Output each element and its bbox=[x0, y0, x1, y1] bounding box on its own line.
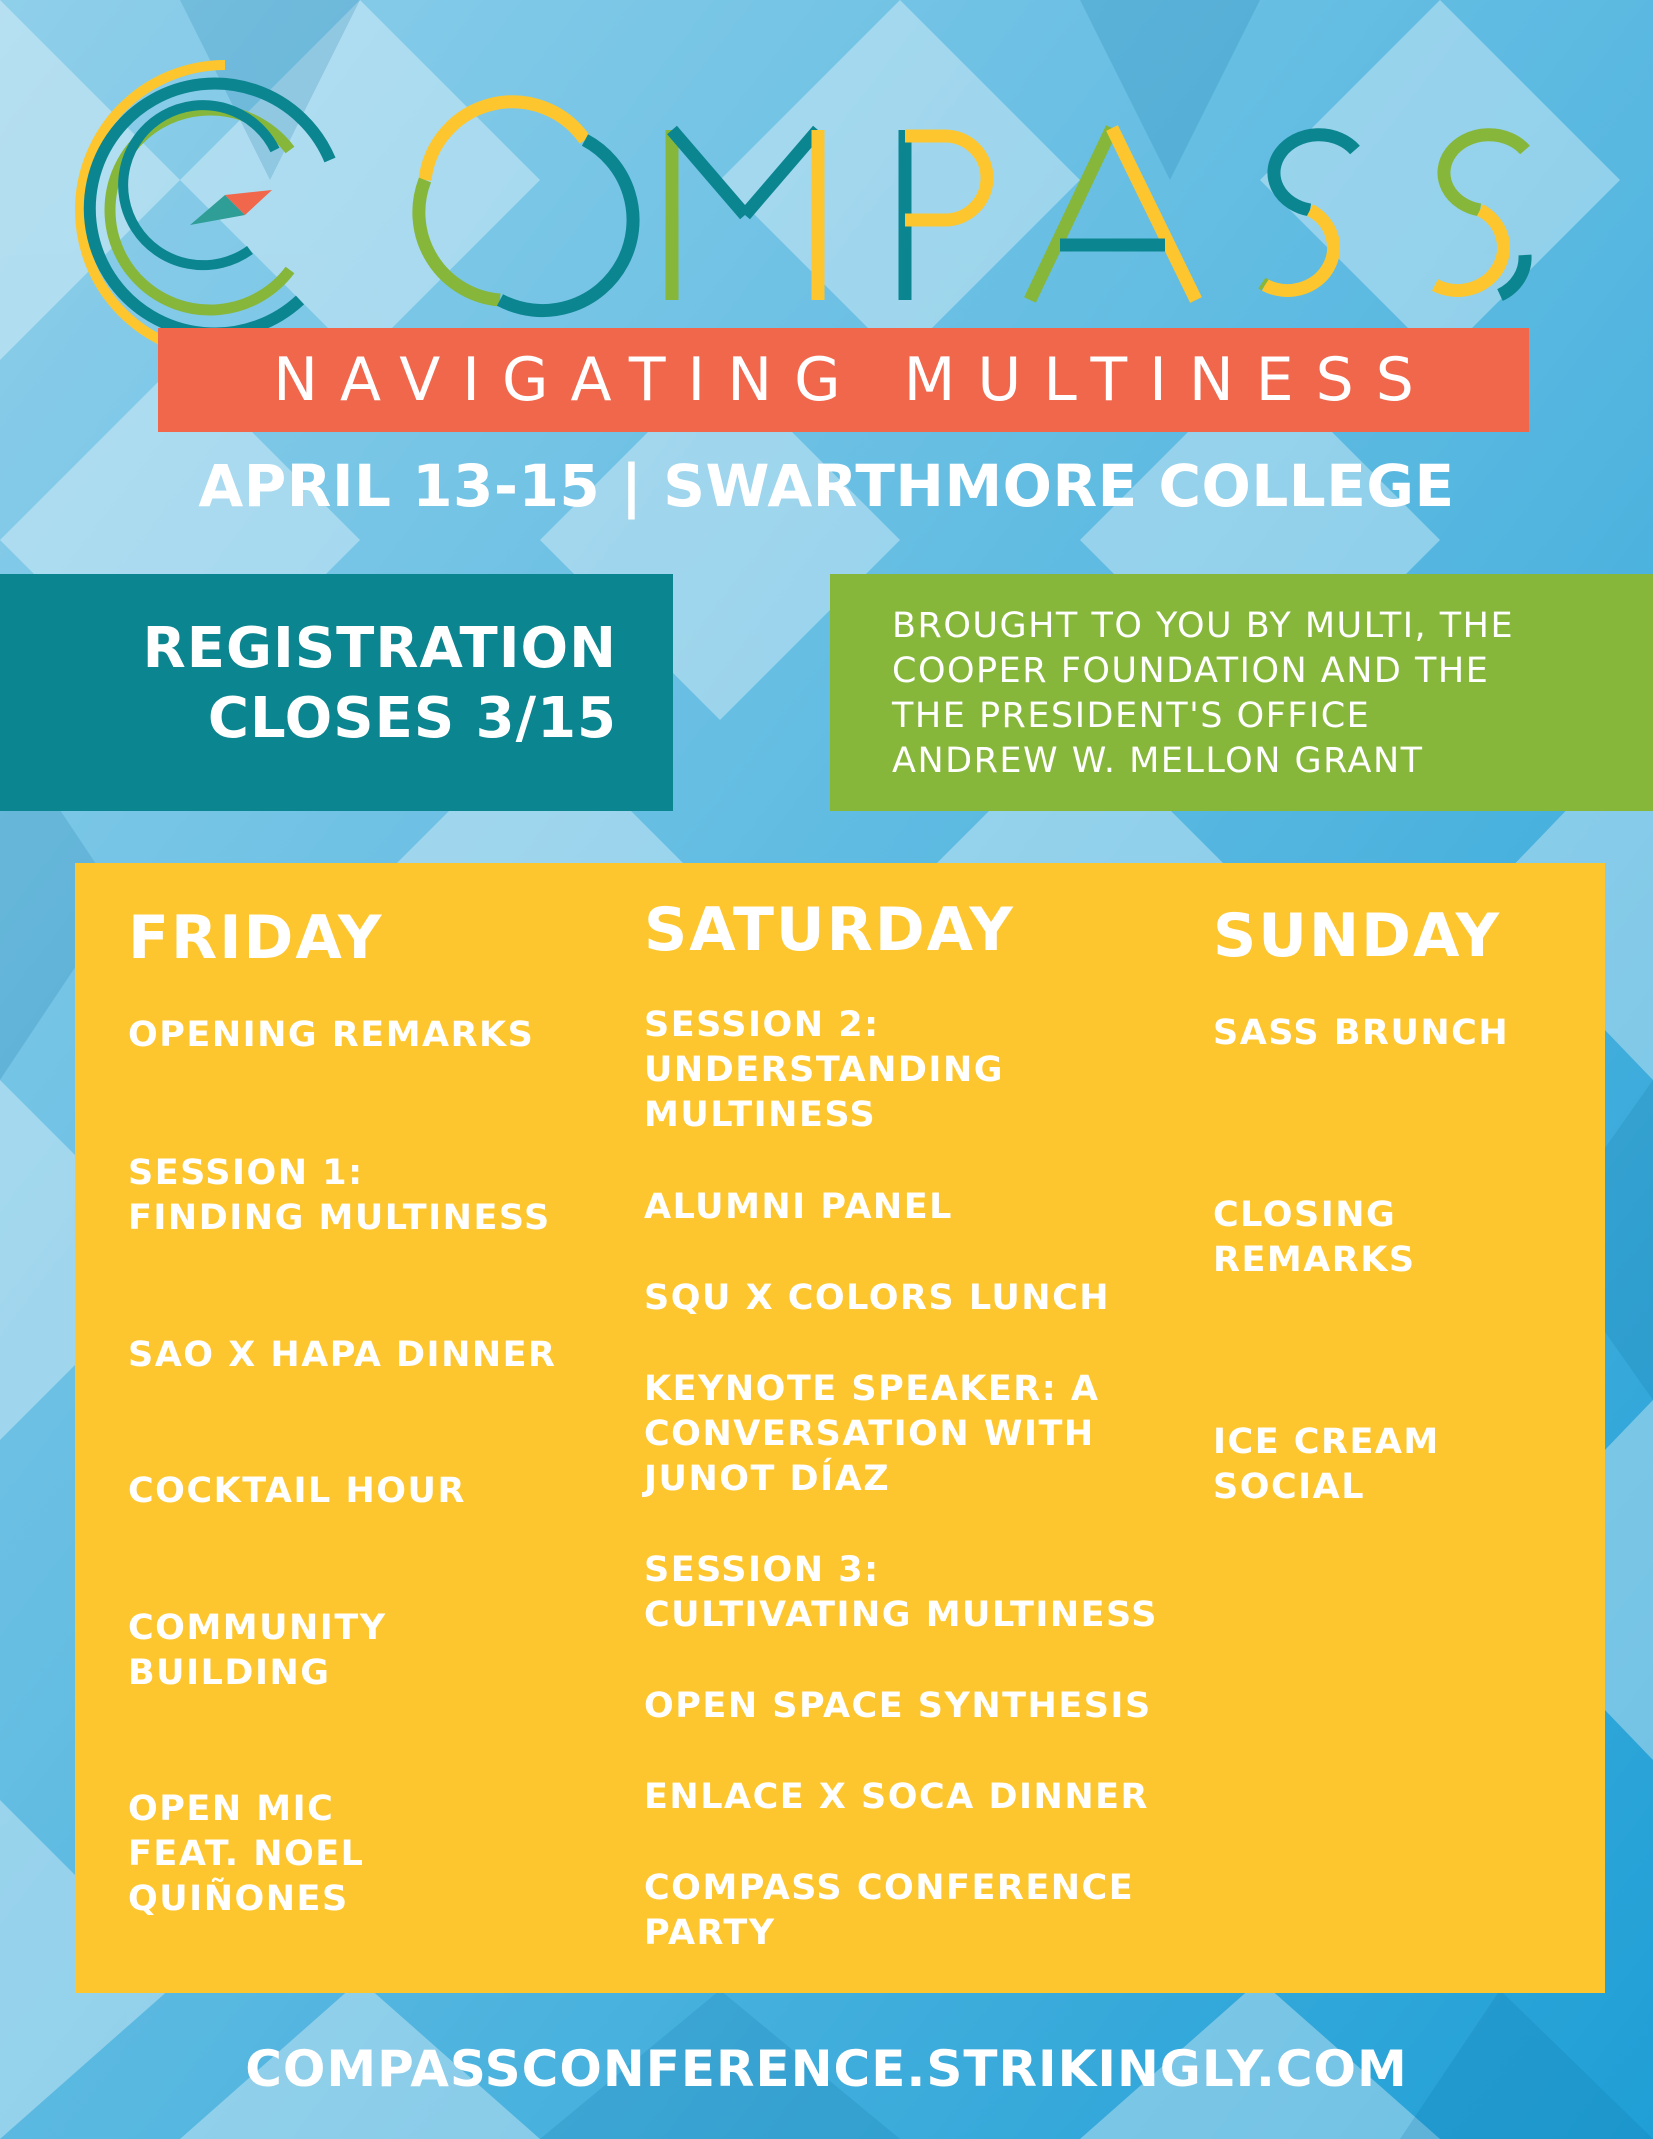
schedule-item: OPEN SPACE SYNTHESIS bbox=[644, 1686, 1152, 1726]
schedule-item: COMPASS CONFERENCE PARTY bbox=[644, 1868, 1135, 1953]
logo-letter-o bbox=[419, 102, 633, 311]
compass-logo bbox=[0, 0, 1653, 360]
schedule-item: KEYNOTE SPEAKER: A CONVERSATION WITH JUNOT DÍAZ bbox=[644, 1369, 1100, 1499]
schedule-item: SASS BRUNCH bbox=[1213, 1013, 1510, 1053]
sponsor-line: BROUGHT TO YOU BY MULTI, THE bbox=[892, 606, 1515, 646]
schedule-item: ALUMNI PANEL bbox=[644, 1187, 953, 1227]
schedule-item: CLOSING REMARKS bbox=[1213, 1195, 1416, 1280]
website-url: COMPASSCONFERENCE.STRIKINGLY.COM bbox=[245, 2040, 1408, 2098]
sunday-column bbox=[1213, 863, 1593, 1993]
logo-letter-p bbox=[905, 130, 987, 300]
registration-box bbox=[0, 574, 673, 811]
date-location: APRIL 13-15 | SWARTHMORE COLLEGE bbox=[198, 452, 1455, 520]
friday-heading: FRIDAY bbox=[128, 903, 384, 973]
schedule-item: OPENING REMARKS bbox=[128, 1015, 535, 1055]
saturday-heading: SATURDAY bbox=[644, 895, 1015, 965]
registration-line-2: CLOSES 3/15 bbox=[207, 686, 617, 751]
schedule-item: COCKTAIL HOUR bbox=[128, 1471, 466, 1511]
schedule-item: SAO X HAPA DINNER bbox=[128, 1335, 557, 1375]
logo-letter-m bbox=[672, 130, 818, 300]
subtitle-text: NAVIGATING MULTINESS bbox=[273, 345, 1436, 415]
sponsor-line: THE PRESIDENT'S OFFICE bbox=[892, 696, 1371, 736]
sponsors-box bbox=[830, 574, 1653, 811]
logo-letter-s1 bbox=[1262, 135, 1355, 291]
logo-letter-s2 bbox=[1435, 135, 1525, 295]
logo-c-mark bbox=[80, 65, 330, 355]
friday-column bbox=[128, 863, 608, 1993]
sponsor-line: COOPER FOUNDATION AND THE bbox=[892, 651, 1490, 691]
registration-line-1: REGISTRATION bbox=[142, 616, 617, 681]
schedule-item: SESSION 3: CULTIVATING MULTINESS bbox=[644, 1550, 1158, 1635]
schedule-item: SQU X COLORS LUNCH bbox=[644, 1278, 1111, 1318]
schedule-item: ICE CREAM SOCIAL bbox=[1213, 1422, 1440, 1507]
logo-letter-a bbox=[1030, 128, 1196, 300]
schedule-item: SESSION 1: FINDING MULTINESS bbox=[128, 1153, 551, 1238]
schedule-panel bbox=[75, 863, 1605, 1993]
schedule-item: OPEN MIC FEAT. NOEL QUIÑONES bbox=[128, 1789, 365, 1919]
subtitle-banner bbox=[158, 328, 1529, 432]
compass-needle-icon bbox=[190, 190, 272, 225]
saturday-column bbox=[644, 863, 1204, 1993]
schedule-item: COMMUNITY BUILDING bbox=[128, 1608, 387, 1693]
sunday-heading: SUNDAY bbox=[1213, 901, 1502, 971]
schedule-item: ENLACE X SOCA DINNER bbox=[644, 1777, 1149, 1817]
schedule-item: SESSION 2: UNDERSTANDING MULTINESS bbox=[644, 1005, 1004, 1135]
sponsor-line: ANDREW W. MELLON GRANT bbox=[892, 741, 1424, 781]
